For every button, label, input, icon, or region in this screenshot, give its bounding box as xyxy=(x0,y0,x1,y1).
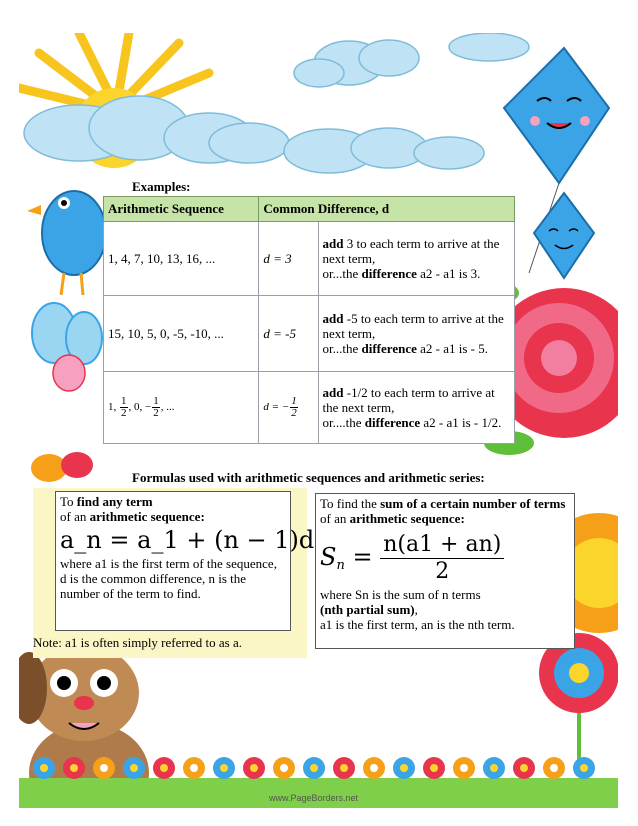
sequence-cell: 15, 10, 5, 0, -5, -10, ... xyxy=(104,296,259,372)
sum-box-description-3: a1 is the first term, an is the nth term. xyxy=(320,617,515,632)
header-sequence: Arithmetic Sequence xyxy=(104,197,259,222)
nth-term-formula: a_n = a_1 + (n − 1)d xyxy=(60,526,315,554)
difference-cell: d = -5 xyxy=(259,296,318,372)
fraction: $\frac{n(a1 + an)}{2}$ xyxy=(380,532,504,585)
nth-term-formula-box xyxy=(55,491,315,631)
explanation-cell: add 3 to each term to arrive at the next term, or...the difference a2 - a1 is 3. xyxy=(318,222,514,296)
explanation-cell: add -1/2 to each term to arrive at the next term, or....the difference a2 - a1 is - 1/2. xyxy=(318,372,514,444)
fraction: $\frac{1}{2}$ xyxy=(153,395,159,419)
content-layer xyxy=(19,33,618,808)
sum-box-description-1: where Sn is the sum of n terms xyxy=(320,587,481,602)
note-text: Note: a1 is often simply referred to as a. xyxy=(33,635,243,650)
table-row xyxy=(104,222,515,296)
page xyxy=(19,33,618,808)
formulas-title: Formulas used with arithmetic sequences and arithmetic series: xyxy=(132,470,485,485)
fraction: $\frac{1}{2}$ xyxy=(121,395,127,419)
table-header-row xyxy=(104,197,515,222)
difference-cell: d = 3 xyxy=(259,222,318,296)
term-box-description-2: d is the common difference, n is the number of the term to find. xyxy=(60,571,247,601)
partial-sum-formula-box xyxy=(315,493,575,649)
sum-box-description-2: (nth partial sum), xyxy=(320,602,418,617)
partial-sum-formula: Sn = $\frac{n(a1 + an)}{2}$ xyxy=(320,532,570,585)
sequence-cell: 1, 4, 7, 10, 13, 16, ... xyxy=(104,222,259,296)
explanation-cell: add -5 to each term to arrive at the next term, or...the difference a2 - a1 is - 5. xyxy=(318,296,514,372)
fraction: $\frac{1}{2}$ xyxy=(291,395,297,419)
footer-credit: www.PageBorders.net xyxy=(269,793,359,803)
header-difference: Common Difference, d xyxy=(259,197,515,222)
table-row xyxy=(104,372,515,444)
difference-cell: d = − $\frac{1}{2}$ xyxy=(259,372,318,444)
table-row xyxy=(104,296,515,372)
examples-label: Examples: xyxy=(132,179,191,194)
examples-table xyxy=(103,196,515,444)
term-box-heading: To find any term of an arithmetic sequence: xyxy=(60,494,205,524)
sum-box-heading: To find the sum of a certain number of terms of an arithmetic sequence: xyxy=(320,496,566,526)
term-box-description-1: where a1 is the first term of the sequence, xyxy=(60,556,277,571)
sequence-cell: 1, $\frac{1}{2}$ , 0, − $\frac{1}{2}$ , ... xyxy=(104,372,259,444)
